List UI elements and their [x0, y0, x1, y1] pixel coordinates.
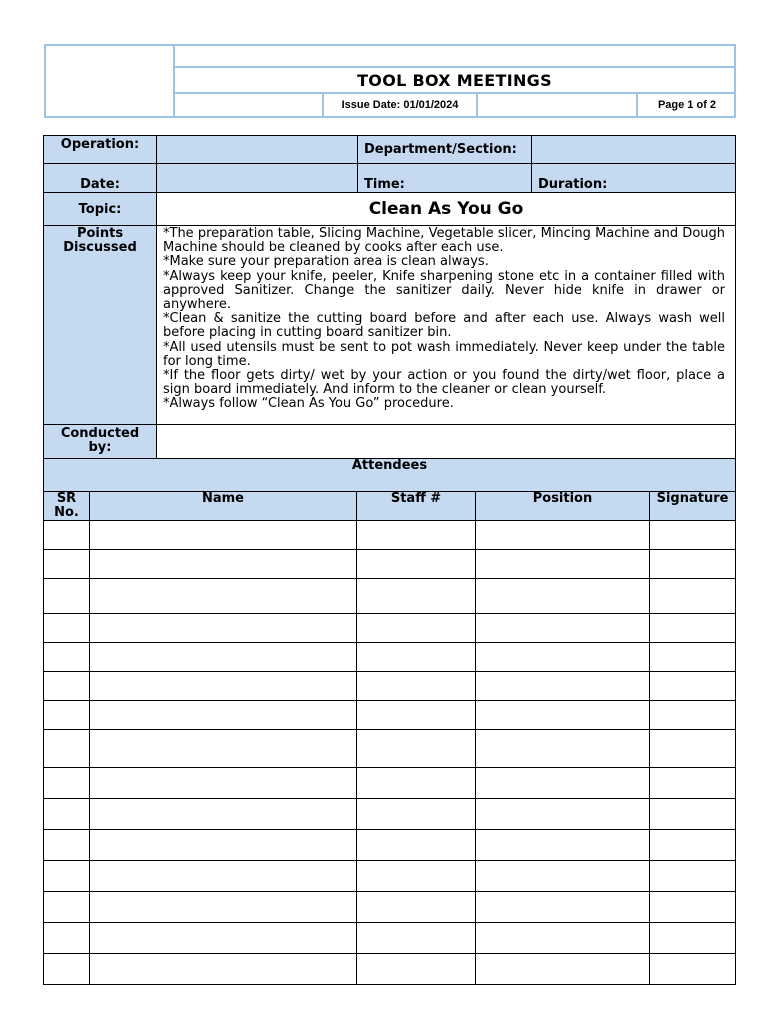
signature-cell[interactable]: [650, 521, 736, 550]
sr-cell[interactable]: [44, 643, 90, 672]
name-cell[interactable]: [90, 799, 357, 830]
sr-cell[interactable]: [44, 830, 90, 861]
name-cell[interactable]: [90, 861, 357, 892]
conducted-by-field[interactable]: [157, 425, 736, 459]
staff-cell[interactable]: [357, 861, 476, 892]
header-meta-row: [175, 94, 734, 116]
position-cell[interactable]: [476, 579, 650, 614]
table-row: [44, 830, 736, 861]
name-cell[interactable]: [90, 923, 357, 954]
sr-cell[interactable]: [44, 521, 90, 550]
sr-cell[interactable]: [44, 579, 90, 614]
sr-cell[interactable]: [44, 799, 90, 830]
table-row: [44, 521, 736, 550]
signature-cell[interactable]: [650, 892, 736, 923]
name-cell[interactable]: [90, 830, 357, 861]
logo-cell: [46, 46, 175, 116]
header-blank-cell: [175, 94, 324, 116]
column-header-sr: SR No.: [44, 492, 90, 521]
staff-cell[interactable]: [357, 892, 476, 923]
staff-cell[interactable]: [357, 643, 476, 672]
signature-cell[interactable]: [650, 830, 736, 861]
column-header-signature: Signature: [650, 492, 736, 521]
name-cell[interactable]: [90, 672, 357, 701]
column-header-position: Position: [476, 492, 650, 521]
header-blank-row: [175, 46, 734, 68]
signature-cell[interactable]: [650, 861, 736, 892]
signature-cell[interactable]: [650, 799, 736, 830]
topic-label: Topic:: [44, 193, 157, 226]
staff-cell[interactable]: [357, 701, 476, 730]
table-row: [44, 643, 736, 672]
point-item: *Clean & sanitize the cutting board before and after each use. Always wash well before placing in cutting board sanitizer bin.: [163, 311, 725, 341]
position-cell[interactable]: [476, 614, 650, 643]
position-cell[interactable]: [476, 954, 650, 985]
sr-cell[interactable]: [44, 672, 90, 701]
sr-cell[interactable]: [44, 861, 90, 892]
table-row: [44, 861, 736, 892]
staff-cell[interactable]: [357, 799, 476, 830]
name-cell[interactable]: [90, 614, 357, 643]
name-cell[interactable]: [90, 521, 357, 550]
sr-cell[interactable]: [44, 923, 90, 954]
meeting-form: [43, 135, 736, 459]
attendees-table: [43, 458, 736, 985]
operation-label: Operation:: [44, 136, 157, 164]
position-cell[interactable]: [476, 861, 650, 892]
document-header: [44, 44, 736, 118]
table-row: [44, 550, 736, 579]
points-discussed-label: Points Discussed: [44, 226, 157, 425]
point-item: *All used utensils must be sent to pot wash immediately. Never keep under the table for long time.: [163, 339, 725, 369]
table-row: [44, 579, 736, 614]
sr-cell[interactable]: [44, 550, 90, 579]
table-row: [44, 768, 736, 799]
column-header-staff: Staff #: [357, 492, 476, 521]
column-header-name: Name: [90, 492, 357, 521]
table-row: [44, 672, 736, 701]
issue-date: Issue Date: 01/01/2024: [324, 94, 478, 116]
name-cell[interactable]: [90, 768, 357, 799]
sr-cell[interactable]: [44, 892, 90, 923]
document-title: TOOL BOX MEETINGS: [175, 68, 734, 94]
position-cell[interactable]: [476, 830, 650, 861]
point-item: *The preparation table, Slicing Machine, Vegetable slicer, Mincing Machine and Dough Machine should be cleaned by cooks after each use.: [163, 226, 725, 256]
sr-cell[interactable]: [44, 701, 90, 730]
name-cell[interactable]: [90, 701, 357, 730]
attendees-title: Attendees: [44, 459, 736, 492]
position-cell[interactable]: [476, 643, 650, 672]
duration-label: Duration:: [532, 164, 736, 193]
position-cell[interactable]: [476, 550, 650, 579]
date-label: Date:: [44, 164, 157, 193]
signature-cell[interactable]: [650, 730, 736, 768]
staff-cell[interactable]: [357, 521, 476, 550]
staff-cell[interactable]: [357, 954, 476, 985]
header-blank-cell: [478, 94, 638, 116]
signature-cell[interactable]: [650, 672, 736, 701]
sr-cell[interactable]: [44, 730, 90, 768]
name-cell[interactable]: [90, 954, 357, 985]
signature-cell[interactable]: [650, 614, 736, 643]
signature-cell[interactable]: [650, 579, 736, 614]
department-field[interactable]: [532, 136, 736, 164]
name-cell[interactable]: [90, 730, 357, 768]
name-cell[interactable]: [90, 643, 357, 672]
position-cell[interactable]: [476, 799, 650, 830]
position-cell[interactable]: [476, 768, 650, 799]
sr-cell[interactable]: [44, 768, 90, 799]
signature-cell[interactable]: [650, 954, 736, 985]
point-item: *Always keep your knife, peeler, Knife sharpening stone etc in a container filled with approved Sanitizer. Change the sanitizer daily. Never hide knife in drawer or anywhere.: [163, 268, 725, 313]
signature-cell[interactable]: [650, 923, 736, 954]
staff-cell[interactable]: [357, 579, 476, 614]
staff-cell[interactable]: [357, 550, 476, 579]
position-cell[interactable]: [476, 521, 650, 550]
staff-cell[interactable]: [357, 768, 476, 799]
staff-cell[interactable]: [357, 730, 476, 768]
table-row: [44, 701, 736, 730]
position-cell[interactable]: [476, 672, 650, 701]
position-cell[interactable]: [476, 701, 650, 730]
name-cell[interactable]: [90, 892, 357, 923]
time-label: Time:: [358, 164, 532, 193]
table-row: [44, 892, 736, 923]
staff-cell[interactable]: [357, 830, 476, 861]
position-cell[interactable]: [476, 730, 650, 768]
position-cell[interactable]: [476, 892, 650, 923]
conducted-by-label: Conducted by:: [44, 425, 157, 459]
sr-cell[interactable]: [44, 954, 90, 985]
table-row: [44, 954, 736, 985]
signature-cell[interactable]: [650, 643, 736, 672]
operation-field[interactable]: [157, 136, 358, 164]
signature-cell[interactable]: [650, 768, 736, 799]
department-label: Department/Section:: [358, 136, 532, 164]
name-cell[interactable]: [90, 579, 357, 614]
staff-cell[interactable]: [357, 672, 476, 701]
sr-cell[interactable]: [44, 614, 90, 643]
position-cell[interactable]: [476, 923, 650, 954]
staff-cell[interactable]: [357, 923, 476, 954]
points-discussed-content: [157, 226, 736, 425]
table-row: [44, 614, 736, 643]
signature-cell[interactable]: [650, 701, 736, 730]
point-item: *Make sure your preparation area is clean always.: [163, 254, 489, 270]
topic-value: Clean As You Go: [157, 193, 736, 226]
name-cell[interactable]: [90, 550, 357, 579]
point-item: *If the floor gets dirty/ wet by your action or you found the dirty/wet floor, place a sign board immediately. And inform to the cleaner or clean yourself.: [163, 368, 725, 398]
date-field[interactable]: [157, 164, 358, 193]
staff-cell[interactable]: [357, 614, 476, 643]
table-row: [44, 923, 736, 954]
page-number: Page 1 of 2: [657, 99, 717, 111]
table-row: [44, 730, 736, 768]
table-row: [44, 799, 736, 830]
point-item: *Always follow “Clean As You Go” procedure.: [163, 396, 454, 412]
signature-cell[interactable]: [650, 550, 736, 579]
